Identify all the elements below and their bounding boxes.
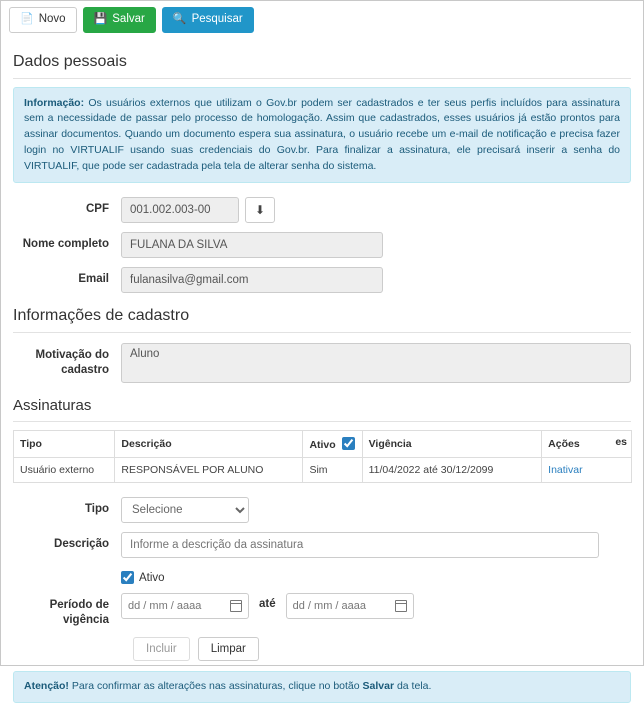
signature-description-row [13, 532, 631, 558]
calendar-icon[interactable] [395, 600, 407, 612]
column-header-tipo: Tipo [14, 431, 115, 458]
signature-description-input[interactable] [121, 532, 599, 558]
registration-title: Informações de cadastro [13, 307, 631, 333]
new-button[interactable] [9, 7, 77, 33]
motivation-label-line2: cadastro [61, 363, 109, 376]
cpf-row [13, 197, 631, 223]
search-button[interactable] [162, 7, 254, 33]
filter-active-checkbox[interactable] [342, 437, 355, 450]
signature-type-row [13, 497, 631, 523]
email-input[interactable] [121, 267, 383, 293]
signature-description-label: Descrição [54, 538, 109, 551]
signature-active-label: Ativo [139, 571, 165, 584]
full-name-label: Nome completo [22, 238, 109, 251]
signature-active-spacer [13, 567, 121, 572]
motivation-label [13, 343, 121, 377]
info-alert-strong: Informação: [24, 96, 85, 109]
email-row [13, 267, 631, 293]
cell-vigencia: 11/04/2022 até 30/12/2099 [362, 458, 542, 483]
full-name-row [13, 232, 631, 258]
email-label: Email [78, 273, 109, 286]
column-header-vigencia: Vigência [362, 431, 542, 458]
cell-tipo: Usuário externo [14, 458, 115, 483]
signature-form-actions [133, 637, 631, 661]
calendar-icon[interactable] [230, 600, 242, 612]
cpf-download-button[interactable] [245, 197, 275, 223]
column-header-ativo [303, 431, 362, 458]
cut-off-column-header: es [615, 436, 627, 449]
validity-end-input[interactable] [286, 593, 414, 619]
validity-start-input[interactable] [121, 593, 249, 619]
signature-type-select[interactable] [121, 497, 249, 523]
warning-alert-text-2: da tela. [394, 680, 432, 692]
warning-alert-text-1: Para confirmar as alterações nas assinaturas, clique no botão [68, 680, 363, 692]
registration-section [1, 307, 643, 383]
motivation-row [13, 343, 631, 383]
floppy-disk-icon: 💾 [93, 13, 108, 26]
personal-data-section [1, 53, 643, 294]
download-icon: ⬇ [254, 203, 266, 218]
warning-alert-bold: Salvar [362, 680, 395, 692]
signature-active-checkbox[interactable] [121, 571, 134, 584]
validity-period-row [13, 593, 631, 627]
signature-active-group [121, 567, 165, 584]
warning-alert-strong: Atenção! [24, 680, 69, 692]
validity-start-placeholder: dd / mm / aaaa [128, 600, 202, 613]
info-alert [13, 87, 631, 184]
save-button-label: Salvar [112, 13, 145, 25]
table-row [14, 458, 632, 483]
inactivate-link[interactable]: Inativar [548, 464, 583, 477]
column-header-ativo-label: Ativo [309, 439, 336, 452]
signature-active-row [13, 567, 631, 584]
signatures-table [13, 430, 632, 483]
column-header-acoes: Ações [542, 431, 632, 458]
signature-type-label: Tipo [84, 503, 109, 516]
validity-period-label: Período de vigência [49, 599, 109, 626]
cell-acoes [542, 458, 632, 483]
save-button[interactable] [83, 7, 156, 33]
cell-descricao: RESPONSÁVEL POR ALUNO [115, 458, 303, 483]
cell-ativo: Sim [303, 458, 362, 483]
motivation-label-line1: Motivação do [35, 349, 109, 362]
new-button-label: Novo [38, 13, 66, 25]
search-button-label: Pesquisar [191, 13, 243, 25]
clear-button[interactable]: Limpar [198, 637, 259, 661]
signatures-table-wrap [13, 430, 631, 483]
column-header-descricao: Descrição [115, 431, 303, 458]
signatures-section [1, 397, 643, 661]
table-header-row [14, 431, 632, 458]
include-button[interactable]: Incluir [133, 637, 190, 661]
motivation-textarea[interactable] [121, 343, 631, 383]
info-alert-text: Os usuários externos que utilizam o Gov.br podem ser cadastrados e ter seus perfis incluídos para assinatura sem a necessidade de passar pelo processo de homologação. Assim que cadastrados, esses usuários já estão prontos para assinar documentos. Quando um documento espera sua assinatura, o usuário recebe um e-mail de notificação e precisa fazer login no VIRTUALIF usando suas credenciais do Gov.br. Para finalizar a assinatura, ele precisará inserir a senha do VIRTUALIF, que pode ser cadastrada pela tela de alterar senha do sistema. [24, 96, 620, 172]
validity-ate-label: até [259, 598, 276, 611]
full-name-input[interactable] [121, 232, 383, 258]
signatures-title: Assinaturas [13, 397, 631, 422]
toolbar [1, 1, 643, 39]
cpf-label: CPF [86, 203, 109, 216]
signature-form [13, 497, 631, 661]
file-icon: 📄 [20, 13, 34, 26]
warning-alert [13, 671, 631, 703]
validity-end-placeholder: dd / mm / aaaa [292, 600, 366, 613]
cpf-input[interactable] [121, 197, 239, 223]
magnifier-icon: 🔍 [172, 13, 187, 26]
personal-data-title: Dados pessoais [13, 53, 631, 79]
